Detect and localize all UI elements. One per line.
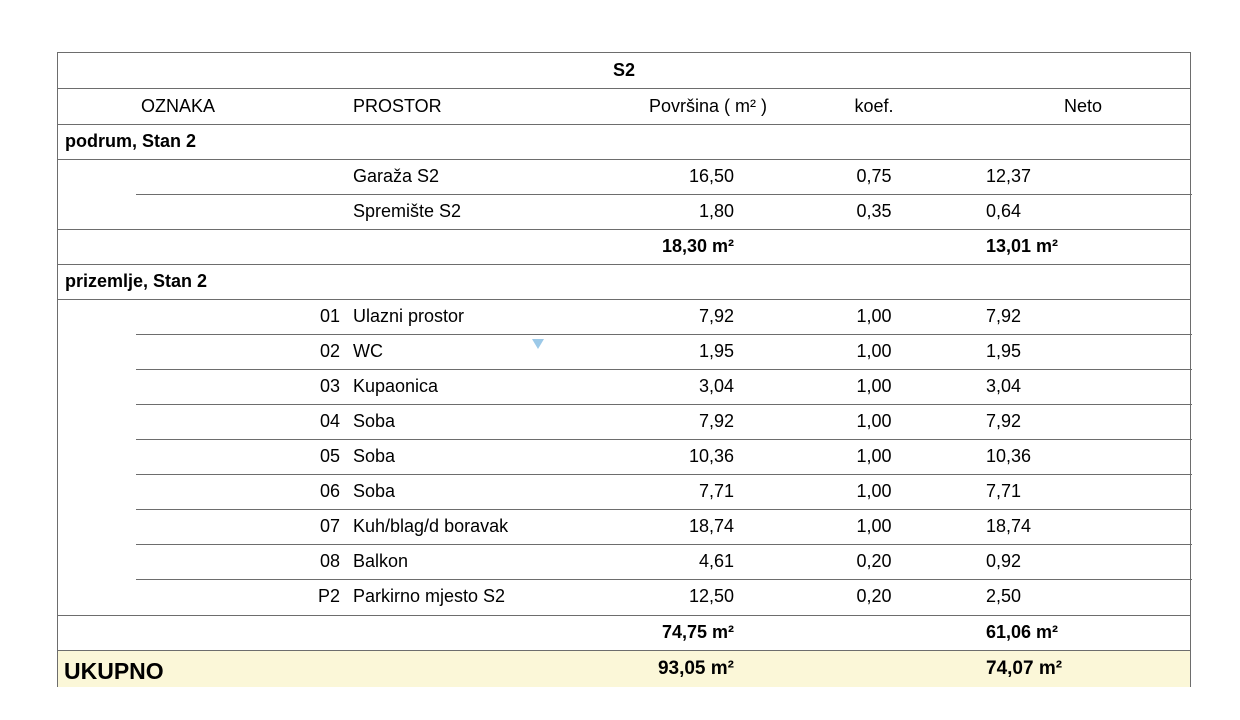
row-number <box>258 194 340 229</box>
header-povrsina: Površina ( m² ) <box>648 96 767 116</box>
row-koef: 0,35 <box>856 201 892 221</box>
row-neto: 3,04 <box>986 376 1022 396</box>
table-row <box>58 369 1190 404</box>
table-row <box>58 334 1190 369</box>
table-row <box>58 159 1190 194</box>
row-prostor: Balkon <box>353 551 409 571</box>
row-povrsina: 1,80 <box>698 201 734 221</box>
row-neto: 18,74 <box>986 516 1032 536</box>
row-number: 01 <box>319 306 340 326</box>
row-neto: 10,36 <box>986 446 1032 466</box>
row-number: 05 <box>319 446 340 466</box>
row-koef: 1,00 <box>856 481 892 501</box>
row-koef: 0,75 <box>856 166 892 186</box>
row-prostor: Soba <box>353 446 396 466</box>
table-row <box>58 474 1190 509</box>
row-number: 04 <box>319 411 340 431</box>
triangle-marker-icon <box>532 339 544 349</box>
row-povrsina: 3,04 <box>698 376 734 396</box>
row-povrsina: 18,74 <box>688 516 734 536</box>
table-row <box>58 194 1190 229</box>
row-neto: 7,92 <box>986 411 1022 431</box>
table-title-row <box>58 53 1190 88</box>
grand-total-povrsina: 93,05 m² <box>657 658 734 679</box>
row-number: 07 <box>319 516 340 536</box>
row-povrsina: 1,95 <box>698 341 734 361</box>
row-neto: 2,50 <box>986 586 1022 606</box>
row-prostor: WC <box>353 341 383 361</box>
table-row <box>58 579 1190 614</box>
row-povrsina: 7,71 <box>698 481 734 501</box>
grand-total-neto: 74,07 m² <box>986 658 1063 679</box>
subtotal-povrsina: 74,75 m² <box>661 622 734 642</box>
row-number <box>258 159 340 194</box>
row-povrsina: 4,61 <box>698 551 734 571</box>
header-neto: Neto <box>1063 96 1103 116</box>
grand-total-label: UKUPNO <box>64 658 164 684</box>
row-number: P2 <box>317 586 340 606</box>
row-neto: 0,64 <box>986 201 1022 221</box>
header-row <box>58 89 1190 124</box>
row-koef: 1,00 <box>856 411 892 431</box>
row-koef: 0,20 <box>856 551 892 571</box>
row-prostor: Soba <box>353 411 396 431</box>
row-neto: 0,92 <box>986 551 1022 571</box>
row-prostor: Garaža S2 <box>353 166 440 186</box>
table-row <box>58 439 1190 474</box>
table-row <box>58 299 1190 334</box>
row-neto: 7,71 <box>986 481 1022 501</box>
row-number: 02 <box>319 341 340 361</box>
subtotal-neto: 61,06 m² <box>986 622 1059 642</box>
header-oznaka: OZNAKA <box>140 96 215 116</box>
section-title: prizemlje, Stan 2 <box>65 271 208 291</box>
table-row <box>58 544 1190 579</box>
grand-total-row <box>58 651 1190 687</box>
row-povrsina: 10,36 <box>688 446 734 466</box>
row-prostor: Kuh/blag/d boravak <box>353 516 509 536</box>
row-koef: 1,00 <box>856 446 892 466</box>
row-prostor: Ulazni prostor <box>353 306 465 326</box>
header-prostor: PROSTOR <box>353 96 442 116</box>
row-prostor: Soba <box>353 481 396 501</box>
section-title: podrum, Stan 2 <box>65 131 197 151</box>
row-koef: 0,20 <box>856 586 892 606</box>
row-povrsina: 16,50 <box>688 166 734 186</box>
row-number: 06 <box>319 481 340 501</box>
row-povrsina: 7,92 <box>698 306 734 326</box>
subtotal-povrsina: 18,30 m² <box>661 236 734 256</box>
row-koef: 1,00 <box>856 376 892 396</box>
subtotal-row <box>58 229 1190 264</box>
table-row <box>58 509 1190 544</box>
row-povrsina: 12,50 <box>688 586 734 606</box>
table-row <box>58 404 1190 439</box>
row-koef: 1,00 <box>856 306 892 326</box>
row-number: 03 <box>319 376 340 396</box>
section-header <box>58 264 1190 299</box>
row-povrsina: 7,92 <box>698 411 734 431</box>
row-neto: 12,37 <box>986 166 1032 186</box>
section-header <box>58 124 1190 159</box>
table-title: S2 <box>612 60 636 80</box>
subtotal-row <box>58 615 1190 650</box>
area-table <box>57 52 1191 687</box>
header-koef: koef. <box>854 96 894 116</box>
row-koef: 1,00 <box>856 341 892 361</box>
row-prostor: Kupaonica <box>353 376 439 396</box>
row-prostor: Spremište S2 <box>353 201 462 221</box>
row-neto: 1,95 <box>986 341 1022 361</box>
row-koef: 1,00 <box>856 516 892 536</box>
row-neto: 7,92 <box>986 306 1022 326</box>
subtotal-neto: 13,01 m² <box>986 236 1059 256</box>
row-prostor: Parkirno mjesto S2 <box>353 586 506 606</box>
row-number: 08 <box>319 551 340 571</box>
